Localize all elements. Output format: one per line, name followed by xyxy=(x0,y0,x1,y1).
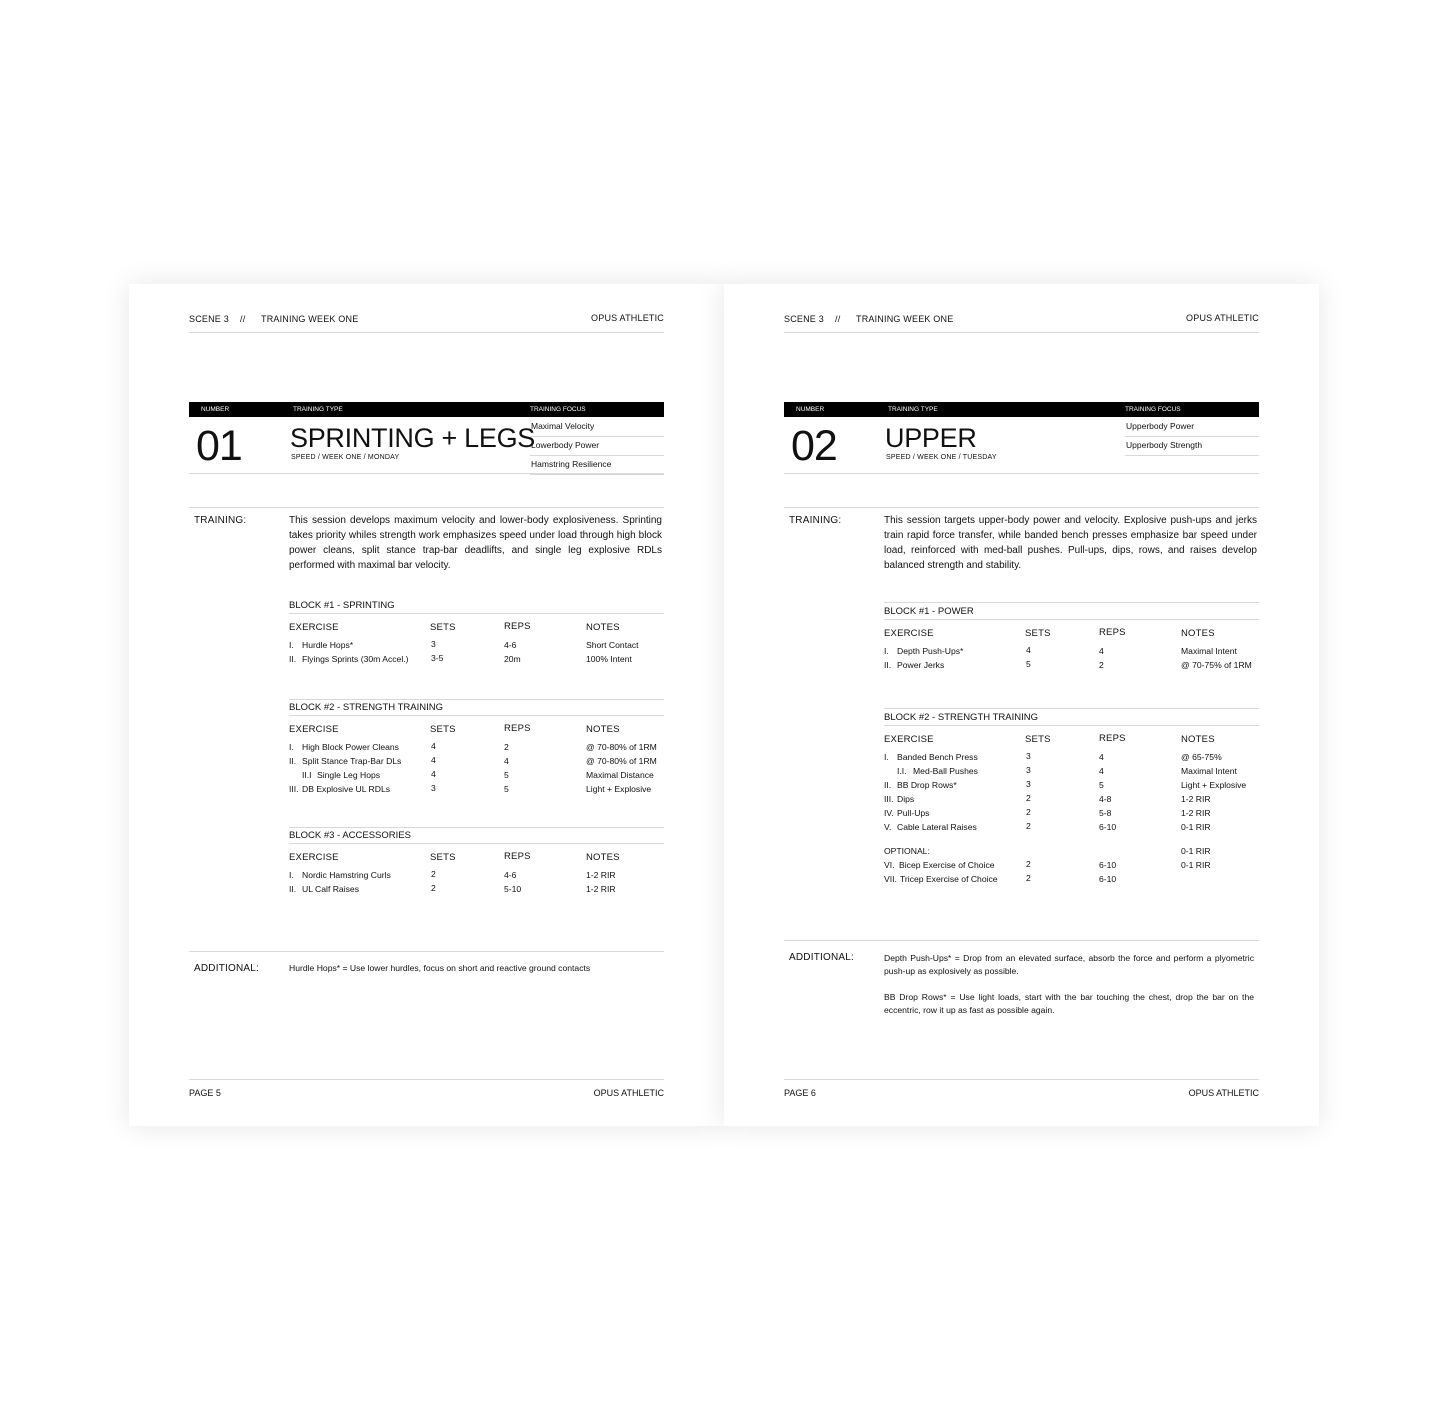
reps-value: 5-10 xyxy=(504,884,522,894)
notes-value: Short Contact xyxy=(586,640,639,650)
brand-label: OPUS ATHLETIC xyxy=(593,1088,664,1098)
row-number: I. xyxy=(884,752,889,762)
session-title: SPRINTING + LEGS xyxy=(290,423,536,453)
column-header-reps: REPS xyxy=(504,621,531,632)
page-header xyxy=(189,314,664,333)
exercise-name: Tricep Exercise of Choice xyxy=(900,874,998,884)
session-number: 02 xyxy=(791,422,837,470)
reps-value: 2 xyxy=(504,742,509,752)
reps-value: 4-6 xyxy=(504,870,517,880)
sets-value: 3 xyxy=(431,639,436,649)
notes-value: Maximal Intent xyxy=(1181,766,1237,776)
exercise-name: DB Explosive UL RDLs xyxy=(302,784,391,794)
reps-value: 4-8 xyxy=(1099,794,1112,804)
row-number: II.I xyxy=(302,770,312,780)
sets-value: 4 xyxy=(431,769,436,779)
reps-value: 5 xyxy=(504,770,509,780)
notes-value: 0-1 RIR xyxy=(1181,860,1211,870)
reps-value: 5 xyxy=(504,784,509,794)
exercise-name: Dips xyxy=(897,794,915,804)
notes-value: Light + Explosive xyxy=(1181,780,1247,790)
session-header-bar xyxy=(189,402,664,417)
row-number: III. xyxy=(884,794,894,804)
sets-value: 4 xyxy=(1026,645,1031,655)
reps-value: 4 xyxy=(504,756,509,766)
week-label: TRAINING WEEK ONE xyxy=(856,314,954,324)
notes-value: 1-2 RIR xyxy=(586,870,616,880)
additional-note: Hurdle Hops* = Use lower hurdles, focus on short and reactive ground contacts xyxy=(289,963,591,973)
sets-value: 5 xyxy=(1026,659,1031,669)
row-number: VII. xyxy=(884,874,897,884)
column-header-exercise: EXERCISE xyxy=(884,734,934,745)
block-divider xyxy=(289,827,664,828)
bar-type-label: TRAINING TYPE xyxy=(293,406,343,413)
column-header-sets: SETS xyxy=(430,622,456,633)
row-number: V. xyxy=(884,822,892,832)
sets-value: 4 xyxy=(431,755,436,765)
exercise-name: Single Leg Hops xyxy=(317,770,381,780)
session-divider xyxy=(784,473,1259,474)
document-page-6 xyxy=(724,284,1319,1126)
row-number: III. xyxy=(289,784,299,794)
reps-value: 4 xyxy=(1099,752,1104,762)
column-header-notes: NOTES xyxy=(586,852,620,863)
row-number: VI. xyxy=(884,860,895,870)
focus-item: Upperbody Strength xyxy=(1125,436,1259,456)
section-divider xyxy=(784,940,1259,941)
bar-focus-label: TRAINING FOCUS xyxy=(1125,406,1181,413)
row-number: II. xyxy=(884,660,892,670)
column-header-notes: NOTES xyxy=(586,622,620,633)
page-header xyxy=(784,314,1259,333)
column-header-exercise: EXERCISE xyxy=(884,628,934,639)
session-subtitle: SPEED / WEEK ONE / TUESDAY xyxy=(886,454,997,461)
sets-value: 3 xyxy=(1026,779,1031,789)
reps-value: 4 xyxy=(1099,646,1104,656)
row-number: I. xyxy=(289,870,294,880)
brand-label: OPUS ATHLETIC xyxy=(1188,1088,1259,1098)
notes-value: @ 70-80% of 1RM xyxy=(586,742,657,752)
block-divider xyxy=(884,602,1259,603)
sets-value: 3 xyxy=(1026,751,1031,761)
block-divider xyxy=(884,708,1259,709)
session-number: 01 xyxy=(196,422,242,470)
exercise-name: Split Stance Trap-Bar DLs xyxy=(302,756,402,766)
notes-value: 1-2 RIR xyxy=(1181,794,1211,804)
scene-label: SCENE 3 xyxy=(784,314,824,324)
exercise-name: Nordic Hamstring Curls xyxy=(302,870,391,880)
row-number: II. xyxy=(289,654,297,664)
exercise-name: Med-Ball Pushes xyxy=(913,766,978,776)
exercise-name: Hurdle Hops* xyxy=(302,640,354,650)
row-number: II. xyxy=(289,884,297,894)
reps-value: 4-6 xyxy=(504,640,517,650)
exercise-name: BB Drop Rows* xyxy=(897,780,957,790)
reps-value: 5 xyxy=(1099,780,1104,790)
notes-value: @ 65-75% xyxy=(1181,752,1222,762)
block-title: BLOCK #1 - SPRINTING xyxy=(289,600,664,614)
optional-note: 0-1 RIR xyxy=(1181,846,1211,856)
row-number: IV. xyxy=(884,808,894,818)
row-number: II. xyxy=(884,780,892,790)
exercise-name: Banded Bench Press xyxy=(897,752,978,762)
document-page-5 xyxy=(129,284,724,1126)
bar-focus-label: TRAINING FOCUS xyxy=(530,406,586,413)
sets-value: 2 xyxy=(1026,793,1031,803)
session-subtitle: SPEED / WEEK ONE / MONDAY xyxy=(291,454,400,461)
sets-value: 4 xyxy=(431,741,436,751)
exercise-name: Cable Lateral Raises xyxy=(897,822,977,832)
column-header-reps: REPS xyxy=(1099,627,1126,638)
row-number: I. xyxy=(289,640,294,650)
notes-value: Light + Explosive xyxy=(586,784,652,794)
training-label: TRAINING: xyxy=(789,515,842,526)
exercise-name: Depth Push-Ups* xyxy=(897,646,964,656)
column-header-reps: REPS xyxy=(504,851,531,862)
exercise-name: Flyings Sprints (30m Accel.) xyxy=(302,654,409,664)
notes-value: Maximal Distance xyxy=(586,770,654,780)
exercise-name: Power Jerks xyxy=(897,660,945,670)
focus-item: Lowerbody Power xyxy=(530,436,664,456)
page-number: PAGE 5 xyxy=(189,1088,221,1098)
sets-value: 2 xyxy=(431,883,436,893)
reps-value: 6-10 xyxy=(1099,860,1117,870)
page-footer xyxy=(784,1079,1259,1100)
block-title: BLOCK #3 - ACCESSORIES xyxy=(289,830,664,844)
session-header-bar xyxy=(784,402,1259,417)
column-header-exercise: EXERCISE xyxy=(289,852,339,863)
week-label: TRAINING WEEK ONE xyxy=(261,314,359,324)
column-header-notes: NOTES xyxy=(1181,734,1215,745)
notes-value: @ 70-80% of 1RM xyxy=(586,756,657,766)
column-header-reps: REPS xyxy=(1099,733,1126,744)
column-header-exercise: EXERCISE xyxy=(289,724,339,735)
additional-label: ADDITIONAL: xyxy=(789,952,854,963)
sets-value: 2 xyxy=(1026,821,1031,831)
row-number: I. xyxy=(289,742,294,752)
exercise-name: High Block Power Cleans xyxy=(302,742,399,752)
notes-value: 100% Intent xyxy=(586,654,632,664)
section-divider xyxy=(189,507,664,508)
column-header-sets: SETS xyxy=(1025,734,1051,745)
sets-value: 2 xyxy=(1026,873,1031,883)
additional-label: ADDITIONAL: xyxy=(194,963,259,974)
column-header-exercise: EXERCISE xyxy=(289,622,339,633)
column-header-sets: SETS xyxy=(1025,628,1051,639)
brand-label: OPUS ATHLETIC xyxy=(591,313,664,323)
reps-value: 5-8 xyxy=(1099,808,1112,818)
row-number: I.I. xyxy=(897,766,907,776)
sets-value: 2 xyxy=(1026,859,1031,869)
bar-number-label: NUMBER xyxy=(201,406,230,413)
notes-value: 0-1 RIR xyxy=(1181,822,1211,832)
focus-item: Hamstring Resilience xyxy=(530,455,664,475)
page-footer xyxy=(189,1079,664,1100)
reps-value: 4 xyxy=(1099,766,1104,776)
row-number: I. xyxy=(884,646,889,656)
notes-value: 1-2 RIR xyxy=(586,884,616,894)
focus-item: Upperbody Power xyxy=(1125,417,1259,437)
block-title: BLOCK #2 - STRENGTH TRAINING xyxy=(884,712,1259,726)
block-divider xyxy=(289,699,664,700)
bar-type-label: TRAINING TYPE xyxy=(888,406,938,413)
reps-value: 20m xyxy=(504,654,521,664)
additional-note: Depth Push-Ups* = Drop from an elevated surface, absorb the force and perform a plyometric push-up as explosively as possible. xyxy=(884,953,1254,976)
reps-value: 2 xyxy=(1099,660,1104,670)
section-divider xyxy=(784,507,1259,508)
session-title: UPPER xyxy=(885,423,977,453)
column-header-sets: SETS xyxy=(430,852,456,863)
header-separator: // xyxy=(240,314,246,324)
scene-label: SCENE 3 xyxy=(189,314,229,324)
training-description: This session develops maximum velocity and lower-body explosiveness. Sprinting takes priority whiles strength work emphasizes speed under load through high block power cleans, split stance trap-bar deadlifts, and single leg explosive RDLs performed with maximal bar velocity. xyxy=(289,515,662,571)
notes-value: Maximal Intent xyxy=(1181,646,1237,656)
reps-value: 6-10 xyxy=(1099,822,1117,832)
training-label: TRAINING: xyxy=(194,515,247,526)
additional-note: BB Drop Rows* = Use light loads, start with the bar touching the chest, drop the bar on the eccentric, row it up as fast as possible again. xyxy=(884,992,1254,1015)
notes-value: @ 70-75% of 1RM xyxy=(1181,660,1252,670)
brand-label: OPUS ATHLETIC xyxy=(1186,313,1259,323)
sets-value: 3 xyxy=(431,783,436,793)
column-header-notes: NOTES xyxy=(586,724,620,735)
section-divider xyxy=(189,951,664,952)
training-description: This session targets upper-body power and velocity. Explosive push-ups and jerks train rapid force transfer, while banded bench presses emphasize bar speed under load, reinforced with med-ball pushes. Pull-ups, dips, rows, and raises develop balanced strength and stability. xyxy=(884,515,1257,571)
bar-number-label: NUMBER xyxy=(796,406,825,413)
optional-label: OPTIONAL: xyxy=(884,846,930,856)
sets-value: 3 xyxy=(1026,765,1031,775)
page-number: PAGE 6 xyxy=(784,1088,816,1098)
exercise-name: Bicep Exercise of Choice xyxy=(899,860,995,870)
exercise-name: Pull-Ups xyxy=(897,808,930,818)
notes-value: 1-2 RIR xyxy=(1181,808,1211,818)
header-separator: // xyxy=(835,314,841,324)
exercise-name: UL Calf Raises xyxy=(302,884,359,894)
sets-value: 2 xyxy=(1026,807,1031,817)
column-header-sets: SETS xyxy=(430,724,456,735)
block-title: BLOCK #2 - STRENGTH TRAINING xyxy=(289,702,664,716)
block-title: BLOCK #1 - POWER xyxy=(884,606,1259,620)
focus-item: Maximal Velocity xyxy=(530,417,664,437)
sets-value: 3-5 xyxy=(431,653,444,663)
reps-value: 6-10 xyxy=(1099,874,1117,884)
row-number: II. xyxy=(289,756,297,766)
sets-value: 2 xyxy=(431,869,436,879)
column-header-notes: NOTES xyxy=(1181,628,1215,639)
column-header-reps: REPS xyxy=(504,723,531,734)
